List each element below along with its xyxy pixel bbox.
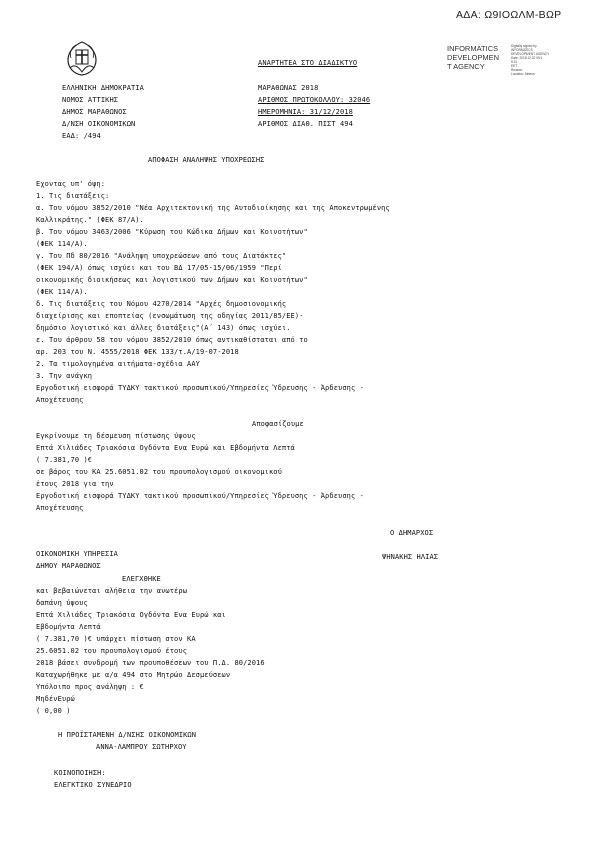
considering-line: ε. Του άρθρου 58 του νόμου 3852/2010 όπως αντικαθίσταται από το xyxy=(36,336,308,344)
informatics-line: DEVELOPMEN xyxy=(447,53,500,62)
stamp-line: INFORMATICS xyxy=(511,48,533,52)
decision-line: Εγκρίνουμε τη δέσμευση πίστωσης ύψους xyxy=(36,432,196,440)
decision-line: Εργοδοτική εισφορά ΤΥΔΚΥ τακτικού προσωπικού/Υπηρεσίες Ύδρευσης - Άρδευσης - xyxy=(36,492,364,500)
director-title: Η ΠΡΟΪΣΤΑΜΕΝΗ Δ/ΝΣΗΣ ΟΙΚΟΝΟΜΙΚΩΝ xyxy=(58,731,197,739)
checked-line: και βεβαιώνεται αλήθεια την ανωτέρω xyxy=(36,587,188,595)
checked-title: ΕΛΕΓΧΘΗΚΕ xyxy=(122,575,161,583)
considering-line: Εργοδοτική εισφορά ΤΥΔΚΥ τακτικού προσωπικού/Υπηρεσίες Ύδρευσης - Άρδευσης - xyxy=(36,384,364,392)
considering-line: γ. Του Πδ 80/2016 "Ανάληψη υποχρεώσεων από τους Διατάκτες" xyxy=(36,252,287,260)
decide-title: Αποφασίζουμε xyxy=(252,420,304,428)
stamp-line: Reason: xyxy=(511,68,523,72)
publish-title: ΑΝΑΡΤΗΤΕΑ ΣΤΟ ΔΙΑΔΙΚΤΥΟ xyxy=(258,59,358,67)
header-left-line: ΝΟΜΟΣ ΑΤΤΙΚΗΣ xyxy=(62,96,119,104)
ada-code: ΑΔΑ: Ω9ΙΟΩΛΜ-ΒΩΡ xyxy=(456,9,562,21)
considering-line: διαχείρισης και εποπτείας (ενσωμάτωση της οδηγίας 2011/85/ΕΕ)- xyxy=(36,312,304,320)
header-right-line: ΜΑΡΑΘΩΝΑΣ 2018 xyxy=(258,84,319,92)
considering-line: αρ. 203 του Ν. 4555/2018 ΦΕΚ 133/τ.Α/19-07-2018 xyxy=(36,348,239,356)
checked-line: Καταχωρήθηκε με α/α 494 στο Μητρώο Δεσμεύσεων xyxy=(36,671,231,679)
stamp-line: 9:31 xyxy=(511,60,518,64)
decision-line: ( 7.381,70 )€ xyxy=(36,456,93,464)
stamp-line: Location: Athens xyxy=(511,72,535,76)
checked-line: Επτά Χιλιάδες Τριακόσια Ογδόντα Ενα Ευρώ και xyxy=(36,611,226,619)
digital-signature-stamp xyxy=(511,44,549,76)
service-line: ΟΙΚΟΝΟΜΙΚΗ ΥΠΗΡΕΣΙΑ xyxy=(36,550,118,558)
considering-line: οικονομικής διοικήσεως και λογιστικού των Δήμων και Κοινοτήτων" xyxy=(36,276,308,284)
header-left-line: ΔΗΜΟΣ ΜΑΡΑΘΩΝΟΣ xyxy=(62,108,127,116)
checked-line: Εβδομήντα Λεπτά xyxy=(36,623,101,631)
checked-line: ( 7.381,70 )€ υπάρχει πίστωση στον ΚΑ xyxy=(36,635,196,643)
considering-line: 3. Την ανάγκη xyxy=(36,372,93,380)
director-name: ΑΝΝΑ-ΛΑΜΠΡΟΥ ΣΩΤΗΡΧΟΥ xyxy=(96,743,187,751)
checked-line: δαπάνη ύψους xyxy=(36,599,88,607)
checked-line: ( 0,00 ) xyxy=(36,707,71,715)
considering-line: (ΦΕΚ 114/Α). xyxy=(36,288,88,296)
decision-line: Επτά Χιλιάδες Τριακόσια Ογδόντα Ενα Ευρώ και Εβδομήντα Λεπτά xyxy=(36,444,295,452)
considering-line: 2. Τα τιμολογημένα αιτήματα-σχέδια ΑΑΥ xyxy=(36,360,200,368)
header-right-line: ΑΡΙΘΜΟΣ ΠΡΩΤΟΚΟΛΛΟΥ: 32046 xyxy=(258,96,371,104)
decision-title: ΑΠΟΦΑΣΗ ΑΝΑΛΗΨΗΣ ΥΠΟΧΡΕΩΣΗΣ xyxy=(148,156,265,164)
notification-title: ΚΟΙΝΟΠΟΙΗΣΗ: xyxy=(54,769,106,777)
mayor-title: Ο ΔΗΜΑΡΧΟΣ xyxy=(390,529,434,537)
considering-line: β. Του νόμου 3463/2006 "Κύρωση του Κώδικα Δήμων και Κοινοτήτων" xyxy=(36,228,308,236)
checked-line: ΜηδένΕυρώ xyxy=(36,695,75,703)
informatics-line: INFORMATICS xyxy=(447,44,499,53)
considering-line: α. Του νόμου 3852/2010 "Νέα Αρχιτεκτονική της Αυτοδιοίκησης και της Αποκεντρωμένης xyxy=(36,204,390,212)
header-left-line: ΕΛΛΗΝΙΚΗ ΔΗΜΟΚΡΑΤΙΑ xyxy=(62,84,144,92)
informatics-line: T AGENCY xyxy=(447,62,485,71)
checked-line: 2018 βάσει συνδρομή των προυποθέσεων του Π.Δ. 80/2016 xyxy=(36,659,265,667)
considering-line: 1. Τις διατάξεις: xyxy=(36,192,110,200)
mayor-name: ΨΗΝΑΚΗΣ ΗΛΙΑΣ xyxy=(382,553,439,561)
greek-emblem-icon xyxy=(62,38,102,78)
notification-recipient: ΕΛΕΓΚΤΙΚΟ ΣΥΝΕΔΡΙΟ xyxy=(54,781,132,789)
checked-line: 25.6051.02 του προυπολογισμού έτους xyxy=(36,647,188,655)
decision-line: Αποχέτευσης xyxy=(36,504,84,512)
decision-line: έτους 2018 για την xyxy=(36,480,114,488)
informatics-agency xyxy=(447,44,499,71)
considering-line: (ΦΕΚ 194/Α) όπως ισχύει και του ΒΔ 17/05-15/06/1959 "Περί xyxy=(36,264,282,272)
stamp-line: DEVELOPMENT AGENCY xyxy=(511,52,550,56)
header-right-line: ΑΡΙΘΜΟΣ ΔΙΑΘ. ΠΙΣΤ 494 xyxy=(258,120,353,128)
considering-line: δ. Τις διατάξεις του Νόμου 4270/2014 "Αρχές δημοσιονομικής xyxy=(36,300,287,308)
stamp-line: Date: 2018.12.31 09:1 xyxy=(511,56,543,60)
considering-line: Αποχέτευσης xyxy=(36,396,84,404)
considering-line: δημόσιο λογιστικό και άλλες διατάξεις"(Α΄ 143) όπως ισχύει. xyxy=(36,324,291,332)
checked-line: Υπόλοιπο προς ανάληψη : € xyxy=(36,683,144,691)
service-line: ΔΗΜΟΥ ΜΑΡΑΘΩΝΟΣ xyxy=(36,562,101,570)
considering-line: Εχοντας υπ' όψη: xyxy=(36,180,106,188)
stamp-line: EET xyxy=(511,64,518,68)
considering-line: Καλλικράτης." (ΦΕΚ 87/Α). xyxy=(36,216,144,224)
header-left-line: ΕΑΔ: /494 xyxy=(62,132,101,140)
header-right-line: ΗΜΕΡΟΜΗΝΙΑ: 31/12/2018 xyxy=(258,108,353,116)
decision-line: σε βάρος του ΚΑ 25.6051.02 του προυπολογισμού οικονομικού xyxy=(36,468,282,476)
considering-line: (ΦΕΚ 114/Α). xyxy=(36,240,88,248)
stamp-line: Digitally signed by xyxy=(511,44,537,48)
header-left-line: Δ/ΝΣΗ ΟΙΚΟΝΟΜΙΚΩΝ xyxy=(62,120,136,128)
